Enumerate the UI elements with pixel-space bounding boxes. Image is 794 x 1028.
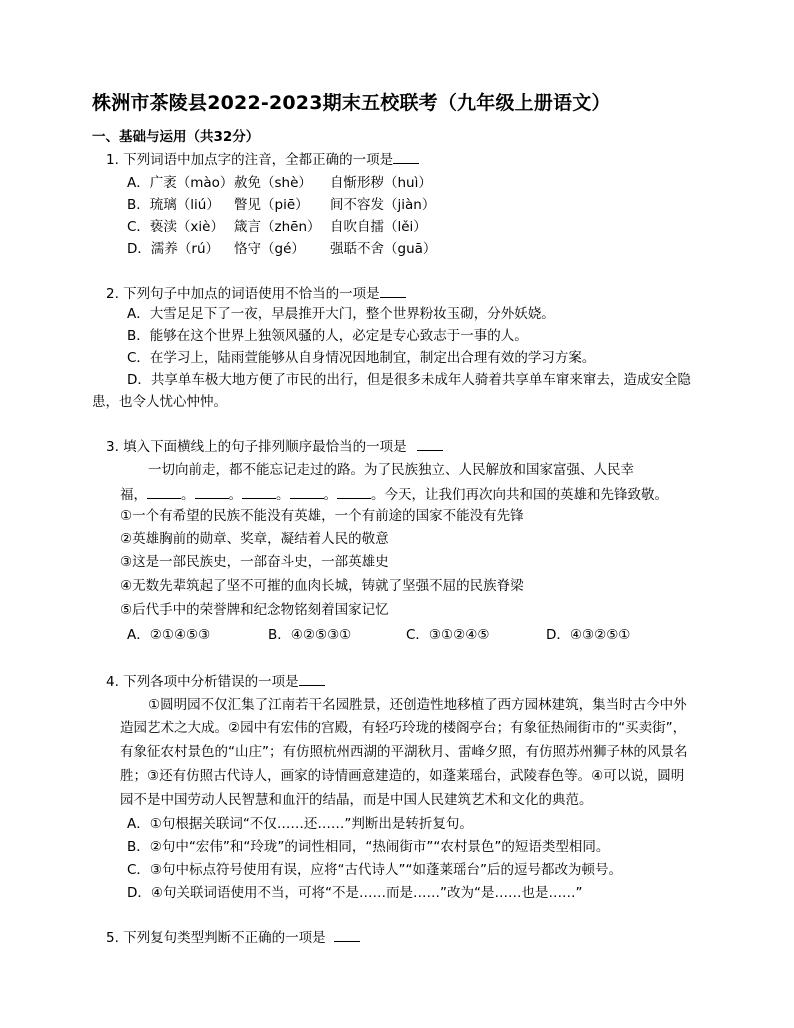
answer-blank[interactable]	[334, 927, 360, 942]
question-3-option-c[interactable]: C．③①②④⑤	[406, 627, 490, 643]
question-3-sentence-2: ②英雄胸前的勋章、奖章，凝结着人民的敬意	[120, 531, 389, 547]
question-3-stem: 3. 填入下面横线上的句子排列顺序最恰当的一项是	[106, 436, 443, 456]
question-1-option-b[interactable]: B．琉璃（liú） 瞥见（piē） 间不容发（jiàn）	[127, 197, 436, 213]
question-4-passage-line-1: ①圆明园不仅汇集了江南若干名园胜景，还创造性地移植了西方园林建筑，集当时古今中外	[148, 697, 687, 713]
question-4-passage-line-3: 有象征农村景色的“山庄”；有仿照杭州西湖的平湖秋月、雷峰夕照，有仿照苏州狮子林的风景名	[120, 744, 688, 760]
question-2-stem: 2. 下列句子中加点的词语使用不恰当的一项是	[106, 283, 406, 303]
question-3-sentence-4: ④无数先辈筑起了坚不可摧的血肉长城，铸就了坚强不屈的民族脊梁	[120, 578, 524, 594]
fill-blank-5[interactable]	[337, 484, 371, 499]
question-2-option-d[interactable]: D．共享单车极大地方便了市民的出行，但是很多未成年人骑着共享单车窜来窜去，造成安全隐	[127, 372, 691, 388]
question-1-stem: 1. 下列词语中加点字的注音，全都正确的一项是	[106, 149, 419, 169]
question-4-stem: 4. 下列各项中分析错误的一项是	[106, 671, 325, 691]
question-3-sentence-3: ③这是一部民族史，一部奋斗史，一部英雄史	[120, 554, 389, 570]
question-3-sentence-5: ⑤后代手中的荣誉牌和纪念物铭刻着国家记忆	[120, 602, 389, 618]
answer-blank[interactable]	[299, 671, 325, 686]
question-4-option-a[interactable]: A．①句根据关联词“不仅……还……”判断出是转折复句。	[127, 816, 473, 832]
section-heading: 一、基础与运用（共32分）	[92, 129, 260, 145]
question-4-option-b[interactable]: B．②句中“宏伟”和“玲珑”的词性相同，“热闹街市”“农村景色”的短语类型相同。	[127, 839, 610, 855]
question-4-option-d[interactable]: D．④句关联词语使用不当，可将“不是……而是……”改为“是……也是……”	[127, 885, 583, 901]
answer-blank[interactable]	[380, 283, 406, 298]
answer-blank[interactable]	[393, 149, 419, 164]
question-1-option-d[interactable]: D．濡养（rú） 恪守（gé） 强聒不舍（guā）	[127, 241, 437, 257]
question-2-option-d-continued: 患，也令人忧心忡忡。	[92, 394, 227, 410]
page-title: 株洲市茶陵县2022-2023期末五校联考（九年级上册语文）	[92, 92, 611, 114]
fill-blank-2[interactable]	[195, 484, 229, 499]
question-4-passage-line-4: 胜；③还有仿照古代诗人，画家的诗情画意建造的，如蓬莱瑶台，武陵春色等。④可以说，圆明	[120, 768, 685, 784]
question-3-passage-line-1: 一切向前走，都不能忘记走过的路。为了民族独立、人民解放和国家富强、人民幸	[148, 462, 634, 478]
question-4-option-c[interactable]: C．③句中标点符号使用有误，应将“古代诗人”“如蓬莱瑶台”后的逗号都改为顿号。	[127, 862, 623, 878]
question-3-sentence-1: ①一个有希望的民族不能没有英雄，一个有前途的国家不能没有先锋	[120, 508, 524, 524]
question-1-option-c[interactable]: C．亵渎（xiè） 箴言（zhēn） 自吹自擂（lěi）	[127, 219, 427, 235]
question-3-option-b[interactable]: B．④②⑤③①	[268, 627, 352, 643]
question-1-option-a[interactable]: A．广袤（mào）赦免（shè） 自惭形秽（huì）	[127, 175, 432, 191]
question-4-passage-line-5: 园不是中国劳动人民智慧和血汗的结晶，而是中国人民建筑艺术和文化的典范。	[120, 792, 593, 808]
question-4-passage-line-2: 造园艺术之大成。②园中有宏伟的宫殿，有轻巧玲珑的楼阁亭台；有象征热闹街市的“买卖街”，	[120, 720, 687, 736]
question-2-option-b[interactable]: B．能够在这个世界上独领风骚的人，必定是专心致志于一事的人。	[127, 328, 528, 344]
fill-blank-1[interactable]	[147, 484, 181, 499]
answer-blank[interactable]	[417, 436, 443, 451]
question-3-option-a[interactable]: A．②①④⑤③	[127, 627, 211, 643]
question-3-passage-line-2: 福， 。 。 。 。 。今天，让我们再次向共和国的英雄和先锋致敬。	[120, 484, 668, 504]
fill-blank-3[interactable]	[242, 484, 276, 499]
question-5-stem: 5. 下列复句类型判断不正确的一项是	[106, 927, 360, 947]
fill-blank-4[interactable]	[290, 484, 324, 499]
question-2-option-c[interactable]: C．在学习上，陆雨萱能够从自身情况因地制宜，制定出合理有效的学习方案。	[127, 350, 596, 366]
question-3-option-d[interactable]: D．④③②⑤①	[546, 627, 631, 643]
question-2-option-a[interactable]: A．大雪足足下了一夜，早晨推开大门，整个世界粉妆玉砌，分外妖娆。	[127, 306, 555, 322]
